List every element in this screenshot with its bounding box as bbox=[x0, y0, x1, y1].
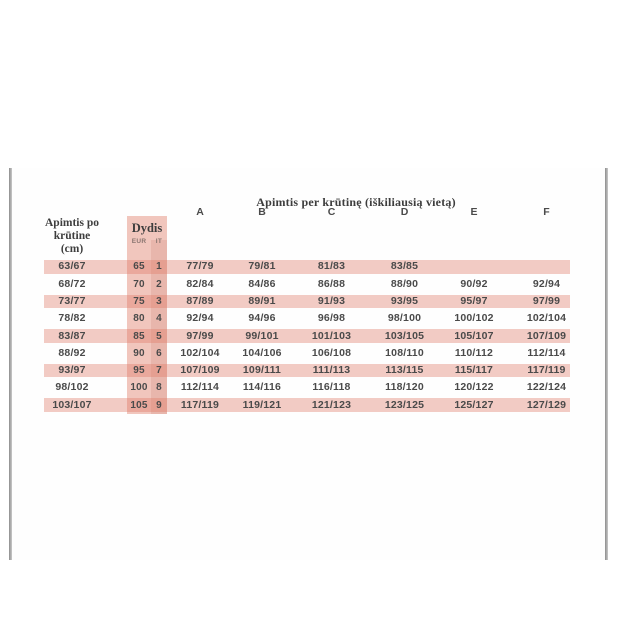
cup-d-cell: 98/100 bbox=[387, 312, 422, 325]
cup-b-cell: 94/96 bbox=[248, 312, 276, 325]
cup-f-cell: 127/129 bbox=[526, 398, 567, 411]
underbust-cell: 83/87 bbox=[58, 329, 86, 342]
spacer-cell bbox=[114, 276, 127, 293]
underbust-cell: 98/102 bbox=[55, 381, 89, 394]
size-column-header: Dydis bbox=[131, 221, 163, 235]
size-eur-cell: 80 bbox=[133, 313, 145, 325]
cup-d-cell: 118/120 bbox=[385, 381, 424, 394]
size-it-cell: 1 bbox=[156, 261, 162, 273]
cup-f-cell: 97/99 bbox=[532, 294, 561, 307]
size-eur-cell: 95 bbox=[133, 365, 145, 377]
cup-column-header-f: F bbox=[543, 206, 550, 218]
size-eur-cell: 105 bbox=[130, 399, 148, 411]
cup-f-cell: 102/104 bbox=[526, 312, 567, 325]
cup-a-cell: 77/79 bbox=[186, 260, 214, 273]
size-chart bbox=[30, 190, 582, 422]
cup-b-cell: 114/116 bbox=[242, 381, 282, 394]
cup-a-cell: 102/104 bbox=[180, 346, 220, 359]
cup-e-cell: 120/122 bbox=[454, 381, 494, 394]
cup-a-cell: 107/109 bbox=[180, 364, 220, 377]
spacer-cell bbox=[114, 379, 127, 396]
cup-e-cell: 100/102 bbox=[454, 312, 494, 325]
cup-b-cell: 109/111 bbox=[242, 364, 282, 377]
page-border-line-right bbox=[605, 168, 608, 560]
cup-b-cell: 119/121 bbox=[242, 398, 282, 411]
cup-a-cell: 92/94 bbox=[186, 312, 214, 325]
cup-c-cell: 96/98 bbox=[317, 312, 346, 325]
underbust-cell: 78/82 bbox=[58, 312, 86, 325]
cup-e-cell: 105/107 bbox=[454, 329, 494, 342]
size-it-cell: 3 bbox=[156, 295, 162, 307]
cup-c-cell: 121/123 bbox=[311, 398, 352, 411]
cup-e-cell: 125/127 bbox=[454, 398, 494, 411]
chart-title: Apimtis per krūtinę (iškiliausią vietą) bbox=[256, 195, 456, 209]
underbust-cell: 68/72 bbox=[58, 277, 86, 290]
spacer-cell bbox=[114, 293, 127, 310]
underbust-header-line3: (cm) bbox=[60, 243, 84, 255]
cup-e-cell: 115/117 bbox=[454, 364, 494, 377]
cup-a-cell: 112/114 bbox=[180, 381, 220, 394]
cup-d-cell: 88/90 bbox=[390, 277, 419, 290]
size-eur-cell: 100 bbox=[130, 382, 148, 394]
cup-d-cell: 113/115 bbox=[385, 364, 424, 377]
cup-d-cell: 123/125 bbox=[384, 398, 425, 411]
cup-a-cell: 82/84 bbox=[186, 277, 214, 290]
page-border-line-left bbox=[9, 168, 12, 560]
cup-column-header-c: C bbox=[327, 206, 336, 218]
size-eur-cell: 65 bbox=[133, 261, 145, 273]
cup-c-cell: 86/88 bbox=[317, 277, 346, 290]
cup-c-cell: 91/93 bbox=[317, 294, 346, 307]
cup-d-cell: 103/105 bbox=[384, 329, 425, 342]
cup-c-cell: 111/113 bbox=[312, 364, 351, 377]
cup-c-cell: 116/118 bbox=[312, 381, 351, 394]
size-it-cell: 7 bbox=[156, 365, 162, 377]
size-eur-cell: 85 bbox=[133, 330, 145, 342]
underbust-header-line2: krūtine bbox=[53, 230, 91, 242]
size-unit-eur-label: EUR bbox=[131, 238, 147, 245]
spacer-cell bbox=[114, 310, 127, 327]
spacer-cell bbox=[114, 258, 127, 275]
cup-a-cell: 97/99 bbox=[186, 329, 214, 342]
size-eur-cell: 70 bbox=[133, 278, 145, 290]
size-it-cell: 6 bbox=[156, 347, 162, 359]
cup-column-header-a: A bbox=[196, 206, 204, 218]
cup-f-cell: 107/109 bbox=[526, 329, 567, 342]
size-it-cell: 9 bbox=[156, 399, 162, 411]
cup-b-cell: 104/106 bbox=[242, 346, 282, 359]
underbust-cell: 73/77 bbox=[58, 294, 86, 307]
spacer-cell bbox=[114, 328, 127, 345]
cup-f-cell bbox=[511, 258, 582, 275]
size-eur-cell: 75 bbox=[133, 295, 145, 307]
underbust-cell: 93/97 bbox=[58, 364, 86, 377]
size-it-cell: 5 bbox=[156, 330, 162, 342]
spacer-cell bbox=[114, 345, 127, 362]
cup-a-cell: 117/119 bbox=[180, 398, 220, 411]
underbust-column-header bbox=[30, 217, 114, 256]
cup-e-cell bbox=[437, 258, 511, 275]
size-it-cell: 8 bbox=[156, 382, 162, 394]
cup-c-cell: 81/83 bbox=[317, 260, 346, 273]
spacer-cell bbox=[114, 397, 127, 414]
cup-e-cell: 90/92 bbox=[460, 277, 488, 290]
cup-b-cell: 89/91 bbox=[248, 294, 276, 307]
cup-column-header-b: B bbox=[258, 206, 266, 218]
spacer-cell bbox=[114, 362, 127, 379]
size-eur-cell: 90 bbox=[133, 347, 145, 359]
cup-column-header-e: E bbox=[470, 206, 478, 218]
size-it-cell: 2 bbox=[156, 278, 162, 290]
cup-b-cell: 99/101 bbox=[245, 329, 279, 342]
cup-b-cell: 79/81 bbox=[248, 260, 276, 273]
underbust-cell: 103/107 bbox=[52, 398, 92, 411]
cup-f-cell: 117/119 bbox=[527, 364, 566, 377]
cup-a-cell: 87/89 bbox=[186, 294, 214, 307]
underbust-cell: 63/67 bbox=[58, 260, 86, 273]
cup-c-cell: 101/103 bbox=[311, 329, 352, 342]
cup-e-cell: 95/97 bbox=[460, 294, 488, 307]
size-it-cell: 4 bbox=[156, 313, 162, 325]
cup-c-cell: 106/108 bbox=[311, 346, 352, 359]
cup-d-cell: 108/110 bbox=[385, 346, 424, 359]
cup-e-cell: 110/112 bbox=[454, 346, 494, 359]
cup-f-cell: 92/94 bbox=[532, 277, 561, 290]
underbust-cell: 88/92 bbox=[58, 346, 86, 359]
cup-column-header-d: D bbox=[400, 206, 409, 218]
underbust-header-line1: Apimtis po bbox=[45, 217, 99, 229]
size-table-body bbox=[30, 258, 582, 414]
cup-d-cell: 83/85 bbox=[390, 260, 419, 273]
cup-d-cell: 93/95 bbox=[390, 294, 419, 307]
size-unit-it-label: IT bbox=[155, 238, 163, 245]
cup-f-cell: 112/114 bbox=[527, 346, 566, 359]
cup-b-cell: 84/86 bbox=[248, 277, 276, 290]
cup-f-cell: 122/124 bbox=[526, 381, 567, 394]
